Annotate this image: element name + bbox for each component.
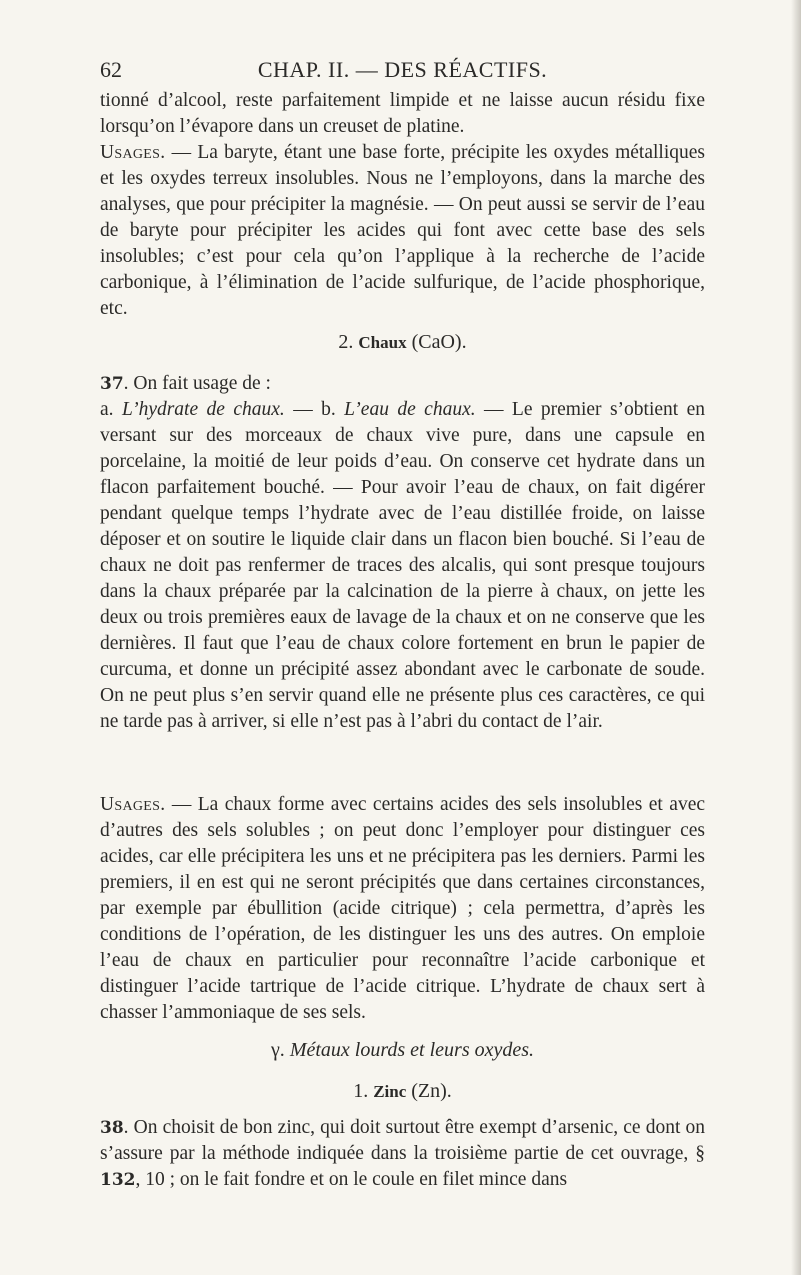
paragraph-continuation: [100, 88, 705, 140]
section-letter: γ.: [270, 1039, 285, 1061]
section-name: Chaux: [358, 333, 407, 352]
usages-label: Usages.: [100, 142, 166, 163]
paragraph-text: tionné d’alcool, reste parfaitement limpide et ne laisse aucun résidu fixe lorsqu’on l’évapore dans un creuset de platine.: [100, 90, 705, 137]
section-name: Zinc: [373, 1082, 407, 1101]
paragraph-intro: . On fait usage de :: [123, 373, 271, 394]
item-a-term: L’hydrate de chaux.: [121, 399, 285, 420]
paragraph-body: — Le premier s’obtient en versant sur des morceaux de chaux vive pure, dans une capsule en porcelaine, la moitié de leur poids d’eau. On conserve cet hydrate dans un flacon parfaitement bouché. — Pour avoir l’eau de chaux, on fait digérer pendant quelque temps l’hydrate avec de l’eau distillée froide, on laisse déposer et on soutire le liquide clair dans un flacon bien bouché. Si l’eau de chaux ne doit pas renfermer de traces des alcalis, qui sont presque toujours dans la chaux préparée par la calcination de la pierre à chaux, on jette les deux ou trois premières eaux de lavage de la chaux et on ne conserve que les dernières. Il faut que l’eau de chaux colore fortement en brun le papier de curcuma, et donne un précipité assez abondant avec le carbonate de soude. On ne peut plus s’en servir quand elle ne présente plus ces caractères, ce qui ne tarde pas à arriver, si elle n’est pas à l’abri du contact de l’air.: [100, 399, 706, 732]
usages-text: — La baryte, étant une base forte, précipite les oxydes métalliques et les oxydes terreux insolubles. Nous ne l’employons, dans la marche des analyses, que pour précipiter la magnésie. — On peut aussi se servir de l’eau de baryte pour précipiter les acides qui font avec cette base des sels insolubles; c’est pour cela qu’on l’applique à la recherche de l’acide carbonique, à l’élimination de l’acide sulfurique, de l’acide phosphorique, etc.: [100, 142, 705, 319]
item-b-term: L’eau de chaux.: [344, 399, 476, 420]
paragraph-usages-chaux: [100, 792, 705, 1026]
paragraph-number: 38: [100, 1118, 124, 1138]
usages-text: — La chaux forme avec certains acides des sels insolubles et avec d’autres des sels solubles ; on peut donc l’employer pour distinguer ces acides, car elle précipitera les uns et ne précipitera pas les derniers. Parmi les premiers, il en est qui ne seront précipités que dans certaines circonstances, par exemple par ébullition (acide citrique) ; cela permettra, d’après les conditions de l’opération, de les distinguer les uns des autres. On emploie l’eau de chaux en particulier pour reconnaître l’acide carbonique et distinguer l’acide tartrique de l’acide citrique. L’hydrate de chaux sert à chasser l’ammoniaque de ses sels.: [100, 794, 705, 1023]
item-b-separator: — b.: [284, 399, 336, 420]
running-title: CHAP. II. — DES RÉACTIFS.: [257, 57, 548, 82]
section-number: 1.: [353, 1080, 369, 1102]
usages-label: Usages.: [100, 794, 166, 815]
section-number: 2.: [338, 331, 354, 353]
paragraph-number: 37: [100, 374, 124, 394]
paragraph-38: [100, 1115, 705, 1193]
item-a-label: a.: [100, 399, 114, 420]
paragraph-text-b: , 10 ; on le fait fondre et on le coule en filet mince dans: [135, 1169, 568, 1190]
section-formula: (Zn).: [411, 1080, 452, 1102]
section-heading-zinc: [100, 1078, 705, 1105]
section-reference: 132: [100, 1170, 136, 1190]
section-heading-chaux: [100, 329, 705, 356]
paragraph-usages-baryte: [100, 140, 705, 322]
page-number: 62: [100, 57, 122, 82]
paragraph-text-a: . On choisit de bon zinc, qui doit surtout être exempt d’arsenic, ce dont on s’assure par la méthode indiquée dans la troisième partie de cet ouvrage, §: [100, 1117, 705, 1164]
page-header: [100, 55, 705, 85]
page-edge-shadow: [791, 0, 801, 1275]
paragraph-37: [100, 371, 705, 735]
section-formula: (CaO).: [411, 331, 467, 353]
section-heading-metaux: [100, 1037, 705, 1063]
section-title: Métaux lourds et leurs oxydes.: [289, 1039, 535, 1061]
